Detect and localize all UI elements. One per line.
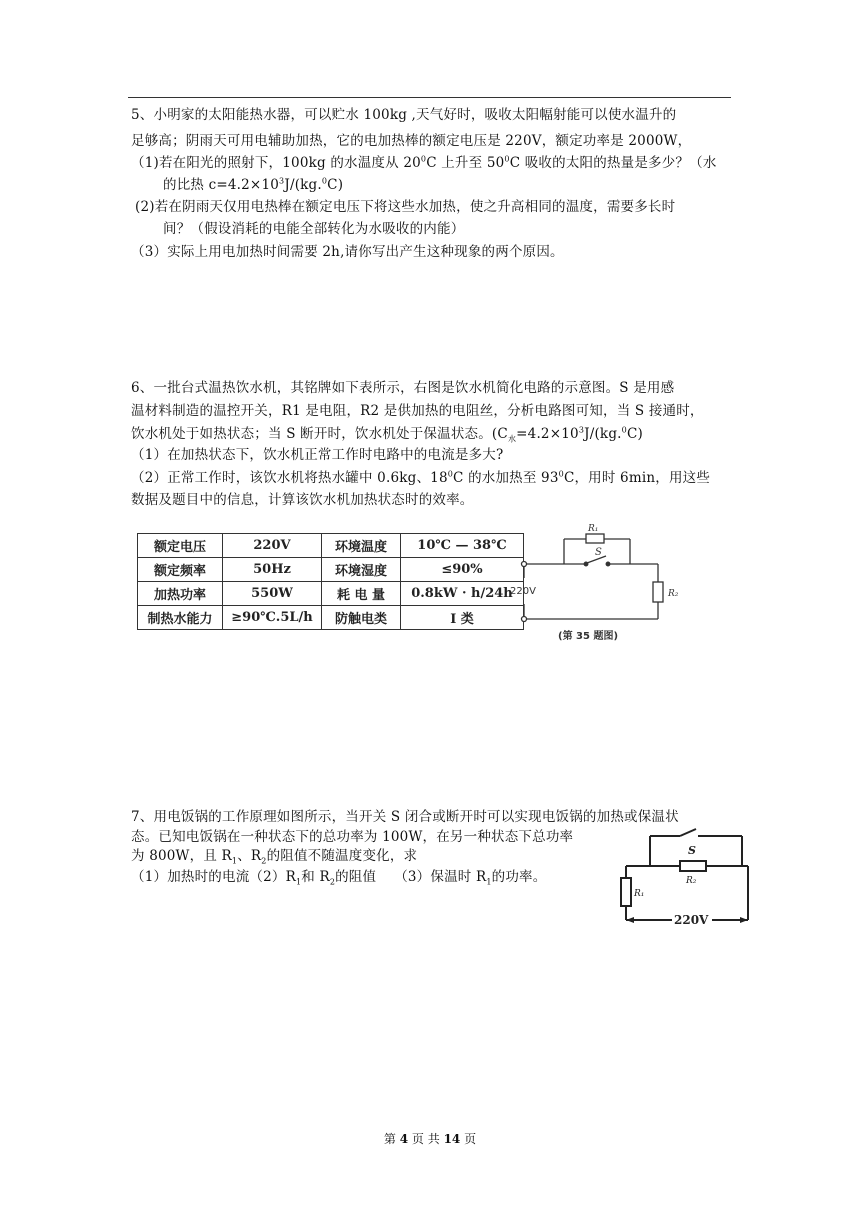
- q5-line-4: 的比热 $c=4.2\times 10^3J/(kg.^0C)$: [163, 176, 344, 193]
- q5-line-3: （1)若在阳光的照射下，100kg 的水温度从 $20^0C$ 上升至 $50^0C$ 吸收的太阳的热量是多少？（水: [131, 154, 717, 171]
- figure-caption: (第 35 题图): [558, 631, 619, 642]
- q5-line-6: 间？（假设消耗的电能全部转化为水吸收的内能）: [163, 221, 465, 237]
- r2-label: R₂: [668, 589, 679, 599]
- q7-line-3: 为 800W，且 $R_1$、$R_2$的阻值不随温度变化，求: [131, 848, 418, 866]
- q5-line-1: 5、小明家的太阳能热水器，可以贮水 100kg ,天气好时，吸收太阳幅射能可以使水温升的: [131, 107, 677, 123]
- q6-line-3: 饮水机处于如热状态；当 S 断开时，饮水机处于保温状态。($C_水=4.2\times 10^3J/(kg.^0C)$: [131, 425, 643, 444]
- water-dispenser-circuit-diagram: [508, 522, 693, 647]
- q5-line-7: （3）实际上用电加热时间需要 2h,请你写出产生这种现象的两个原因。: [131, 244, 564, 260]
- table-cell: 50Hz: [223, 558, 322, 582]
- table-cell: 0.8kW · h/24h: [401, 582, 524, 606]
- r1-label: R₁: [588, 524, 599, 534]
- page-total: 14: [443, 1132, 461, 1146]
- table-cell: 环境湿度: [322, 558, 401, 582]
- table-row: [138, 582, 524, 606]
- q7-line-4: （1）加热时的电流$(2)R_1$和 $R_2$的阻值 （3）保温时 $R_1$的功率。: [131, 869, 547, 887]
- q6-line-2: 温材料制造的温控开关，R1 是电阻，R2 是供加热的电阻丝，分析电路图可知，当 S 接通时，: [131, 403, 704, 419]
- table-cell: 额定频率: [138, 558, 223, 582]
- table-cell: 额定电压: [138, 534, 223, 558]
- q6-line-6: 数据及题目中的信息，计算该饮水机加热状态时的效率。: [131, 492, 474, 508]
- table-cell: I 类: [401, 606, 524, 630]
- footer-text: 第: [383, 1132, 396, 1146]
- table-cell: 550W: [223, 582, 322, 606]
- switch-label: S: [595, 547, 602, 558]
- switch-label: S: [688, 844, 696, 857]
- table-cell: 环境温度: [322, 534, 401, 558]
- voltage-label: 220V: [510, 586, 536, 597]
- q6-line-4: （1）在加热状态下，饮水机正常工作时电路中的电流是多大?: [131, 447, 504, 463]
- table-cell: 制热水能力: [138, 606, 223, 630]
- table-cell: ≤90%: [401, 558, 524, 582]
- table-cell: 耗 电 量: [322, 582, 401, 606]
- r1-label: R₁: [634, 889, 645, 899]
- page-number: 4: [399, 1132, 409, 1146]
- rice-cooker-circuit-diagram: [612, 828, 762, 928]
- q6-line-1: 6、一批台式温热饮水机，其铭牌如下表所示，右图是饮水机简化电路的示意图。S 是用感: [131, 380, 675, 396]
- footer-text: 页: [464, 1132, 477, 1146]
- q5-line-5: (2)若在阴雨天仅用电热棒在额定电压下将这些水加热，使之升高相同的温度，需要多长时: [135, 199, 676, 215]
- header-rule: [128, 97, 731, 98]
- voltage-label: 220V: [674, 913, 709, 927]
- table-cell: 10℃ — 38℃: [401, 534, 524, 558]
- table-cell: 220V: [223, 534, 322, 558]
- nameplate-table: [137, 533, 524, 630]
- page-footer: [0, 1130, 860, 1147]
- table-row: [138, 558, 524, 582]
- table-cell: 加热功率: [138, 582, 223, 606]
- table-cell: 防触电类: [322, 606, 401, 630]
- q5-line-2: 足够高；阴雨天可用电辅助加热，它的电加热棒的额定电压是 220V，额定功率是 2000W，: [131, 133, 692, 149]
- r2-label: R₂: [686, 876, 697, 886]
- footer-text: 页 共: [411, 1132, 440, 1146]
- table-row: [138, 606, 524, 630]
- table-cell: ≥90℃.5L/h: [223, 606, 322, 630]
- q7-line-2: 态。已知电饭锅在一种状态下的总功率为 100W，在另一种状态下总功率: [131, 829, 574, 845]
- q7-line-1: 7、用电饭锅的工作原理如图所示，当开关 S 闭合或断开时可以实现电饭锅的加热或保温状: [131, 809, 679, 825]
- q6-line-5: （2）正常工作时，该饮水机将热水罐中 0.6kg、$18^0C$ 的水加热至 $93^0C$，用时 6min，用这些: [131, 469, 711, 486]
- table-row: [138, 534, 524, 558]
